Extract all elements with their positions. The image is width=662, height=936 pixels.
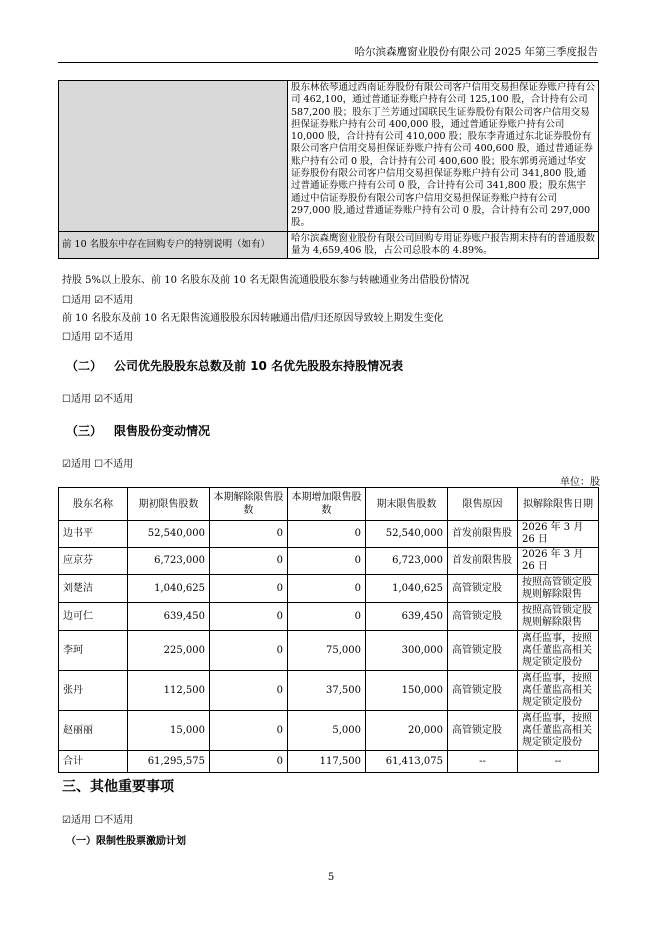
release-date: 离任监事，按照离任董监高相关规定锁定股份 bbox=[518, 671, 599, 711]
holder-name: 应京芬 bbox=[59, 548, 128, 575]
closing-restricted: 52,540,000 bbox=[366, 521, 448, 548]
closing-restricted: 150,000 bbox=[366, 671, 448, 711]
holder-name: 张丹 bbox=[59, 671, 128, 711]
restriction-reason: 高管锁定股 bbox=[448, 671, 518, 711]
released: 0 bbox=[210, 575, 288, 603]
closing-restricted: 300,000 bbox=[366, 631, 448, 671]
released: 0 bbox=[210, 711, 288, 751]
shareholder-note-table bbox=[58, 80, 599, 259]
released: 0 bbox=[210, 671, 288, 711]
opening-restricted: 52,540,000 bbox=[128, 521, 210, 548]
added: 117,500 bbox=[288, 751, 366, 773]
securities-lending-note: 持股 5%以上股东、前 10 名股东及前 10 名无限售流通股股东参与转融通业务出借股份情况 bbox=[62, 275, 470, 286]
header-divider bbox=[58, 62, 598, 63]
opening-restricted: 6,723,000 bbox=[128, 548, 210, 575]
restriction-reason: 高管锁定股 bbox=[448, 603, 518, 631]
buyback-text: 哈尔滨森鹰窗业股份有限公司回购专用证券账户报告期末持有的普通股数量为 4,659,406 股，占公司总股本的 4.89%。 bbox=[288, 231, 599, 259]
holder-name: 赵丽丽 bbox=[59, 711, 128, 751]
applicability-check-3: ☐适用 ☑不适用 bbox=[62, 394, 134, 405]
page-header: 哈尔滨森鹰窗业股份有限公司 2025 年第三季度报告 bbox=[354, 46, 598, 58]
opening-restricted: 112,500 bbox=[128, 671, 210, 711]
column-header: 本期增加限售股数 bbox=[288, 488, 366, 521]
column-header: 股东名称 bbox=[59, 488, 128, 521]
section-number: （三） bbox=[66, 424, 103, 438]
restriction-reason: 高管锁定股 bbox=[448, 631, 518, 671]
release-date: 按照高管锁定股规则解除限售 bbox=[518, 575, 599, 603]
release-date: 2026 年 3 月 26 日 bbox=[518, 548, 599, 575]
lending-change-note: 前 10 名股东及前 10 名无限售流通股股东因转融通出借/归还原因导致较上期发生变化 bbox=[62, 313, 444, 324]
opening-restricted: 1,040,625 bbox=[128, 575, 210, 603]
holder-name: 李珂 bbox=[59, 631, 128, 671]
section-number: （二） bbox=[66, 359, 103, 373]
table-row bbox=[59, 711, 599, 751]
release-date: 离任监事，按照离任董监高相关规定锁定股份 bbox=[518, 711, 599, 751]
released: 0 bbox=[210, 521, 288, 548]
holder-name: 合计 bbox=[59, 751, 128, 773]
table-row bbox=[59, 631, 599, 671]
release-date: -- bbox=[518, 751, 599, 773]
column-header: 限售原因 bbox=[448, 488, 518, 521]
holder-name: 刘楚洁 bbox=[59, 575, 128, 603]
section-title: 限售股份变动情况 bbox=[114, 424, 211, 438]
added: 37,500 bbox=[288, 671, 366, 711]
closing-restricted: 61,413,075 bbox=[366, 751, 448, 773]
holder-name: 边书平 bbox=[59, 521, 128, 548]
closing-restricted: 639,450 bbox=[366, 603, 448, 631]
table-row bbox=[59, 671, 599, 711]
section-restricted-shares bbox=[66, 422, 210, 439]
restriction-reason: 首发前限售股 bbox=[448, 548, 518, 575]
release-date: 按照高管锁定股规则解除限售 bbox=[518, 603, 599, 631]
restriction-reason: 高管锁定股 bbox=[448, 575, 518, 603]
release-date: 离任监事，按照离任董监高相关规定锁定股份 bbox=[518, 631, 599, 671]
closing-restricted: 1,040,625 bbox=[366, 575, 448, 603]
section-title: 公司优先股股东总数及前 10 名优先股股东持股情况表 bbox=[114, 359, 404, 373]
table-row bbox=[59, 521, 599, 548]
section-other-matters: 三、其他重要事项 bbox=[62, 779, 174, 795]
table-row bbox=[59, 548, 599, 575]
shaded-cell bbox=[59, 81, 288, 232]
closing-restricted: 20,000 bbox=[366, 711, 448, 751]
column-header: 期末限售股数 bbox=[366, 488, 448, 521]
column-header: 本期解除限售股数 bbox=[210, 488, 288, 521]
opening-restricted: 15,000 bbox=[128, 711, 210, 751]
table-header-row bbox=[59, 488, 599, 521]
released: 0 bbox=[210, 631, 288, 671]
released: 0 bbox=[210, 548, 288, 575]
restriction-reason: -- bbox=[448, 751, 518, 773]
added: 75,000 bbox=[288, 631, 366, 671]
added: 0 bbox=[288, 548, 366, 575]
holder-name: 边可仁 bbox=[59, 603, 128, 631]
opening-restricted: 639,450 bbox=[128, 603, 210, 631]
added: 0 bbox=[288, 575, 366, 603]
shareholder-note-text: 股东林依琴通过西南证券股份有限公司客户信用交易担保证券账户持有公司 462,100，通过普通证券账户持有公司 125,100 股，合计持有公司 587,200 股；股东丁兰芳通过国联民生证券股份有限公司客户信用交易担保证券账户持有公司 400,000 股，通过普通证券账户持有公司 10,000 股，合计持有公司 410,000 股；股东李青通过东北证券股份有限公司客户信用交易担保证券账户持有公司 400,600 股，通过普通证券账户持有公司 0 股，合计持有公司 400,600 股；股东郭勇亮通过华安证券股份有限公司客户信用交易担保证券账户持有公司 341,800 股,通过普通证券账户持有公司 0 股，合计持有公司 341,800 股；股东焦宇通过中信证券股份有限公司客户信用交易担保证券账户持有公司 297,000 股,通过普通证券账户持有公司 0 股，合计持有公司 297,000 股。 bbox=[288, 81, 599, 232]
restriction-reason: 高管锁定股 bbox=[448, 711, 518, 751]
table-row bbox=[59, 575, 599, 603]
column-header: 期初限售股数 bbox=[128, 488, 210, 521]
added: 0 bbox=[288, 521, 366, 548]
opening-restricted: 225,000 bbox=[128, 631, 210, 671]
closing-restricted: 6,723,000 bbox=[366, 548, 448, 575]
released: 0 bbox=[210, 751, 288, 773]
buyback-label: 前 10 名股东中存在回购专户的特别说明（如有） bbox=[59, 231, 288, 259]
added: 5,000 bbox=[288, 711, 366, 751]
section-preferred-shares bbox=[66, 357, 403, 374]
opening-restricted: 61,295,575 bbox=[128, 751, 210, 773]
release-date: 2026 年 3 月 26 日 bbox=[518, 521, 599, 548]
released: 0 bbox=[210, 603, 288, 631]
table-row bbox=[59, 603, 599, 631]
table-total-row bbox=[59, 751, 599, 773]
applicability-check-2: ☐适用 ☑不适用 bbox=[62, 332, 134, 343]
applicability-check-1: ☐适用 ☑不适用 bbox=[62, 295, 134, 306]
subsection-incentive-plan: （一）限制性股票激励计划 bbox=[66, 836, 186, 847]
added: 0 bbox=[288, 603, 366, 631]
applicability-check-4: ☑适用 ☐不适用 bbox=[62, 459, 134, 470]
applicability-check-5: ☑适用 ☐不适用 bbox=[62, 815, 134, 826]
restriction-reason: 首发前限售股 bbox=[448, 521, 518, 548]
column-header: 拟解除限售日期 bbox=[518, 488, 599, 521]
page-number: 5 bbox=[327, 872, 335, 883]
restricted-shares-table bbox=[58, 487, 599, 773]
unit-label: 单位：股 bbox=[560, 477, 600, 488]
